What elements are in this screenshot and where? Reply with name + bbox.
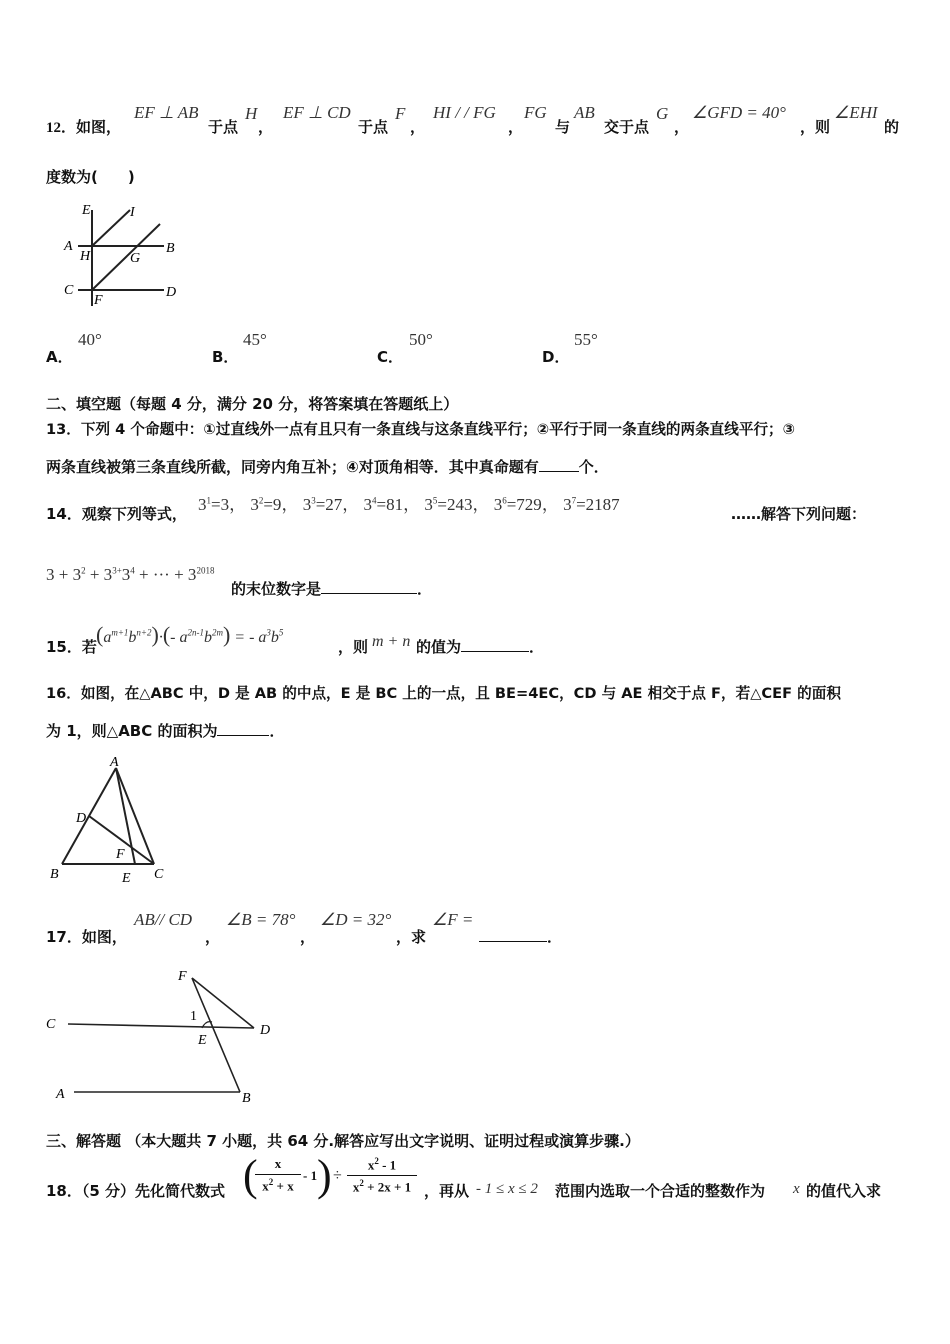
label-b: B [242, 1091, 251, 1106]
q13-line2-end: 个． [578, 458, 609, 476]
q12-cond-ab: AB [574, 103, 595, 122]
q17-figure [40, 962, 290, 1108]
q17-cond-ab-parallel-cd: AB// CD [134, 910, 193, 929]
q12-option-b-value: 45° [243, 330, 267, 349]
q18-text-end: 的值代入求 [806, 1182, 882, 1200]
label-e: E [82, 203, 91, 218]
q17-sep1: ， [205, 928, 221, 946]
q12-point-g: G [656, 104, 669, 123]
q12-option-b-label: B． [212, 348, 239, 366]
q12-number: 12． [46, 120, 77, 136]
q15-value [416, 636, 544, 657]
q13-line2-text: 两条直线被第三条直线所截，同旁内角互补；④对顶角相等．其中真命题有 [46, 458, 539, 476]
q12-text-yudian2: 于点 [358, 118, 389, 136]
q12-text-de: 的 [884, 118, 900, 136]
segment-fd [192, 978, 254, 1028]
q15-m-plus-n: m + n [372, 633, 411, 650]
q15-end: ． [529, 638, 545, 656]
q12-figure [56, 198, 196, 310]
q17-angle-f: ∠F = [432, 910, 474, 929]
label-a: A [110, 755, 119, 770]
q12-option-a-value: 40° [78, 330, 102, 349]
q15-answer-blank[interactable] [461, 637, 529, 652]
section3-heading: 三、解答题 （本大题共 7 小题，共 64 分.解答应写出文字说明、证明过程或演算步骤.） [46, 1132, 640, 1150]
q18-divide: ÷ [333, 1167, 342, 1184]
label-c: C [154, 867, 164, 882]
q12-text-yu: 与 [555, 118, 571, 136]
label-g: G [130, 251, 141, 266]
q18-frac2-den: $x^2 + 2x + 1$ [352, 1178, 412, 1195]
q14-eq-5: $3^5=243$ [424, 495, 473, 514]
q12-line2: 度数为( ) [46, 168, 135, 186]
q12-option-c-value: 50° [409, 330, 433, 349]
q14-equations: $3^1=3$， $3^2=9$， $3^3=27$， $3^4=81$， $3^5=243$， $3^6=729$， $3^7=2187$ [198, 495, 620, 514]
q16-answer-blank[interactable] [217, 721, 269, 736]
q12-option-a-label: A． [46, 348, 73, 366]
q12-sep3: ， [508, 118, 524, 136]
q18-frac2 [347, 1156, 417, 1196]
q12-angle-ehi: ∠EHI [834, 103, 878, 122]
q12-text-ze: ，则 [800, 118, 831, 136]
q15-expression: $(a^{m+1}b^{n+2})\cdot(-$ $a^{2n-1}b^{2m}$) = - $a^3b^5$ [96, 622, 284, 647]
label-b: B [166, 241, 175, 256]
q16-line2 [46, 720, 284, 741]
q17-cond-angle-b: ∠B = 78° [226, 910, 296, 929]
q14-eq-2: $3^2=9$ [250, 495, 282, 514]
q17-answer [479, 926, 562, 947]
q18-text-zaicong: ，再从 [424, 1182, 470, 1200]
label-d: D [76, 811, 87, 826]
q15-value-text: 的值为 [416, 638, 462, 656]
q17-intro: 17．如图， [46, 928, 127, 946]
q18-text-fanwei: 范围内选取一个合适的整数作为 [555, 1182, 766, 1200]
q12-cond-hi-parallel-fg: HI / / FG [433, 103, 496, 122]
q12-sep4: ， [674, 118, 690, 136]
q18-minus-one: - 1 [303, 1168, 318, 1183]
q14-end: ． [417, 580, 433, 598]
q18-frac1-num: x [255, 1156, 301, 1175]
q12-cond-ef-perp-cd: EF ⊥ CD [283, 103, 351, 122]
q14-ask [231, 578, 432, 599]
q18-right-paren: ) [317, 1151, 332, 1200]
q16-line1: 16．如图，在△ABC 中，D 是 AB 的中点，E 是 BC 上的一点，且 BE=4EC，CD 与 AE 相交于点 F，若△CEF 的面积 [46, 685, 841, 702]
q16-figure [44, 752, 184, 886]
label-h: H [80, 249, 91, 264]
label-a: A [56, 1087, 65, 1102]
line-hi [92, 210, 130, 246]
q12-option-c-label: C． [377, 348, 404, 366]
line-cd [68, 1024, 254, 1028]
q12-cond-angle-gfd: ∠GFD = 40° [692, 103, 786, 122]
label-f: F [94, 293, 103, 308]
q12-text-yudian1: 于点 [208, 118, 239, 136]
label-c: C [46, 1017, 56, 1032]
label-i: I [130, 205, 135, 220]
q15-text-ze: ，则 [338, 638, 369, 656]
q17-sep2: ， [300, 928, 316, 946]
label-d: D [260, 1023, 271, 1038]
q12-line1 [46, 116, 121, 137]
q14-eq-6: $3^6=729$ [493, 495, 542, 514]
q12-point-f: F [395, 104, 406, 123]
q18-range: - 1 ≤ x ≤ 2 [476, 1181, 538, 1197]
q12-sep2: ， [410, 118, 426, 136]
q18-var-x: x [793, 1181, 800, 1197]
q12-cond-ef-perp-ab: EF ⊥ AB [134, 103, 199, 122]
q14-sum-expression: $3 + 3^2 + 3^{3+}3^4$ + ··· + $3^{2018}$ [46, 565, 215, 584]
q12-point-h: H [245, 104, 258, 123]
q14-eq-3: $3^3=27$ [302, 495, 343, 514]
q14-ask-text: 的末位数字是 [231, 580, 322, 598]
q18-left-paren: ( [243, 1151, 258, 1200]
q14-answer-blank[interactable] [321, 579, 417, 594]
q12-option-d-value: 55° [574, 330, 598, 349]
q17-text-qiu: ，求 [396, 928, 427, 946]
q14-eq-4: $3^4=81$ [363, 495, 404, 514]
q17-cond-angle-d: ∠D = 32° [320, 910, 392, 929]
q13-answer-blank[interactable] [539, 457, 579, 472]
label-a: A [64, 239, 73, 254]
q18-frac1 [255, 1156, 301, 1194]
q15-num: 15．若 [46, 638, 97, 656]
label-e: E [198, 1033, 207, 1048]
label-f: F [178, 969, 187, 984]
q12-intro: 如图， [76, 118, 122, 136]
q18-frac2-num: $x^2 - 1$ [347, 1156, 417, 1176]
line-fg [92, 224, 160, 290]
q14-intro: 14．观察下列等式， [46, 505, 187, 523]
q12-text-jiaoyudian: 交于点 [604, 118, 650, 136]
q18-frac1-den: $x^2 + x$ [262, 1177, 294, 1194]
q17-end: ． [547, 928, 563, 946]
q12-cond-fg: FG [524, 103, 547, 122]
q14-eq-1: $3^1=3$ [198, 495, 230, 514]
q12-option-d-label: D． [542, 348, 570, 366]
q17-answer-blank[interactable] [479, 927, 547, 942]
q16-line2-end: ． [269, 722, 285, 740]
section2-heading: 二、填空题（每题 4 分，满分 20 分，将答案填在答题纸上） [46, 395, 459, 413]
label-f: F [116, 847, 125, 862]
q18-num: 18．（5 分）先化简代数式 [46, 1182, 226, 1200]
label-1: 1 [190, 1009, 197, 1024]
label-b: B [50, 867, 59, 882]
q12-sep1: ， [258, 118, 274, 136]
q14-tail: ……解答下列问题： [731, 505, 867, 523]
label-e: E [122, 871, 131, 886]
q13-line2 [46, 456, 609, 477]
q16-line2-text: 为 1，则△ABC 的面积为 [46, 722, 218, 740]
q13-line1: 13．下列 4 个命题中：①过直线外一点有且只有一条直线与这条直线平行；②平行于同一条直线的两条直线平行；③ [46, 421, 796, 438]
q14-eq-7: $3^7=2187$ [563, 495, 620, 514]
label-d: D [166, 285, 177, 300]
label-c: C [64, 283, 74, 298]
